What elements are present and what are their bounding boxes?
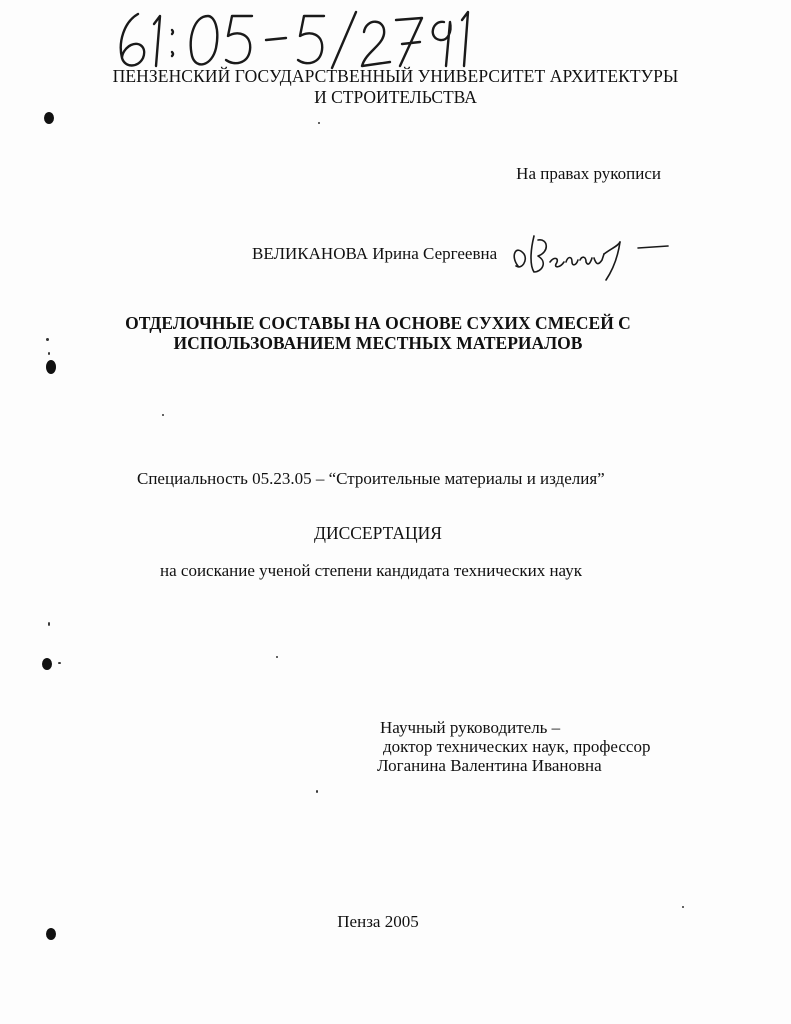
- dissertation-title-line-2: ИСПОЛЬЗОВАНИЕМ МЕСТНЫХ МАТЕРИАЛОВ: [173, 333, 583, 353]
- manuscript-rights-label: На правах рукописи: [516, 164, 661, 183]
- punch-hole-mark: [46, 360, 56, 374]
- scan-speck: [318, 122, 320, 124]
- supervisor-label: Научный руководитель –: [380, 718, 561, 737]
- handwritten-archive-code: [110, 8, 480, 72]
- scan-speck: [48, 352, 50, 355]
- scan-speck: [682, 906, 684, 908]
- scan-speck: [48, 622, 50, 626]
- supervisor-name: Логанина Валентина Ивановна: [377, 756, 602, 775]
- scan-speck: [316, 790, 318, 793]
- dissertation-title-line-1: ОТДЕЛОЧНЫЕ СОСТАВЫ НА ОСНОВЕ СУХИХ СМЕСЕЙ С: [125, 313, 631, 333]
- author-signature: [508, 226, 673, 282]
- scan-speck: [46, 338, 49, 341]
- supervisor-title: доктор технических наук, профессор: [383, 737, 651, 756]
- punch-hole-mark: [42, 658, 52, 670]
- scan-speck: [162, 414, 164, 416]
- work-type-heading: ДИССЕРТАЦИЯ: [314, 523, 442, 543]
- punch-hole-mark: [44, 112, 54, 124]
- city-and-year: Пенза 2005: [337, 912, 419, 931]
- degree-line: на соискание ученой степени кандидата технических наук: [160, 561, 583, 580]
- specialty-line: Специальность 05.23.05 – “Строительные материалы и изделия”: [137, 469, 605, 488]
- punch-hole-mark: [46, 928, 56, 940]
- scan-speck: [276, 656, 278, 658]
- scan-speck: [58, 662, 61, 664]
- author-name: ВЕЛИКАНОВА Ирина Сергеевна: [252, 244, 498, 263]
- university-name-line-1: ПЕНЗЕНСКИЙ ГОСУДАРСТВЕННЫЙ УНИВЕРСИТЕТ АРХИТЕКТУРЫ: [112, 66, 679, 86]
- university-name-line-2: И СТРОИТЕЛЬСТВА: [314, 87, 477, 107]
